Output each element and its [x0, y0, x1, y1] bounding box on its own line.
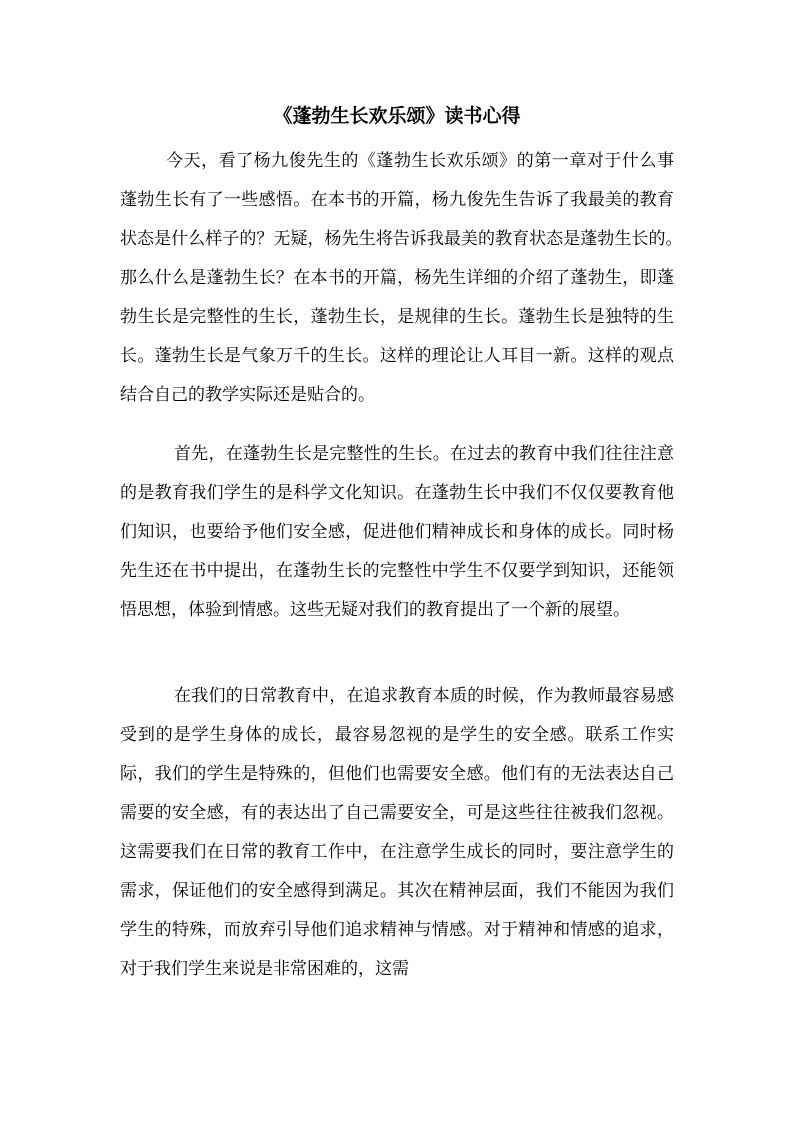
- document-title: 《蓬勃生长欢乐颂》读书心得: [273, 105, 521, 127]
- paragraph-2: 首先，在蓬勃生长是完整性的生长。在过去的教育中我们往往注意的是教育我们学生的是科学文化知识。在蓬勃生长中我们不仅仅要教育他们知识，也要给予他们安全感，促进他们精神成长和身体的成长。同时杨先生还在书中提出，在蓬勃生长的完整性中学生不仅要学到知识，还能领悟思想，体验到情感。这些无疑对我们的教育提出了一个新的展望。: [120, 444, 674, 620]
- paragraph-3: 在我们的日常教育中，在追求教育本质的时候，作为教师最容易感受到的是学生身体的成长，最容易忽视的是学生的安全感。联系工作实际，我们的学生是特殊的，但他们也需要安全感。他们有的无法表达自己需要的安全感，有的表达出了自己需要安全，可是这些往往被我们忽视。这需要我们在日常的教育工作中，在注意学生成长的同时，要注意学生的需求，保证他们的安全感得到满足。其次在精神层面，我们不能因为我们学生的特殊，而放弃引导他们追求精神与情感。对于精神和情感的追求，对于我们学生来说是非常困难的，这需: [120, 686, 674, 979]
- paragraph-1: 今天，看了杨九俊先生的《蓬勃生长欢乐颂》的第一章对于什么事蓬勃生长有了一些感悟。在本书的开篇，杨九俊先生告诉了我最美的教育状态是什么样子的？无疑，杨先生将告诉我最美的教育状态是蓬勃生长的。 那么什么是蓬勃生长？在本书的开篇，杨先生详细的介绍了蓬勃生，即蓬勃生长是完整性的生长，蓬勃生长，是规律的生长。蓬勃生长是独特的生长。蓬勃生长是气象万千的生长。这样的理论让人耳目一新。这样的观点结合自己的教学实际还是贴合的。: [120, 151, 708, 405]
